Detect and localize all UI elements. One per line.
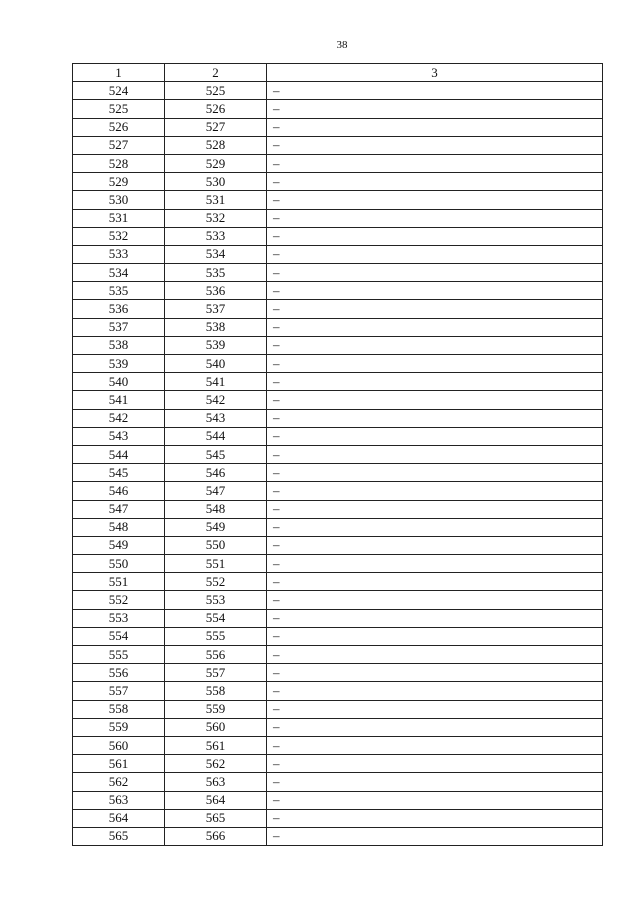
table-row	[73, 445, 603, 463]
data-table	[72, 63, 603, 846]
table-row	[73, 500, 603, 518]
cell-col-1: 544	[73, 445, 165, 463]
cell-col-2: 549	[165, 518, 267, 536]
table-row	[73, 355, 603, 373]
table-row	[73, 464, 603, 482]
table-row	[73, 336, 603, 354]
cell-col-1: 534	[73, 264, 165, 282]
column-header-2: 2	[165, 64, 267, 82]
cell-col-2: 542	[165, 391, 267, 409]
table-row	[73, 773, 603, 791]
cell-col-1: 537	[73, 318, 165, 336]
table-row	[73, 245, 603, 263]
cell-col-2: 552	[165, 573, 267, 591]
cell-col-1: 533	[73, 245, 165, 263]
cell-col-2: 525	[165, 82, 267, 100]
table-row	[73, 173, 603, 191]
cell-col-3: –	[267, 646, 603, 664]
cell-col-1: 552	[73, 591, 165, 609]
cell-col-1: 532	[73, 227, 165, 245]
cell-col-2: 558	[165, 682, 267, 700]
cell-col-1: 549	[73, 536, 165, 554]
cell-col-2: 546	[165, 464, 267, 482]
table-row	[73, 209, 603, 227]
cell-col-2: 541	[165, 373, 267, 391]
table-row	[73, 536, 603, 554]
cell-col-3: –	[267, 373, 603, 391]
table-row	[73, 646, 603, 664]
cell-col-2: 565	[165, 809, 267, 827]
cell-col-1: 546	[73, 482, 165, 500]
cell-col-2: 563	[165, 773, 267, 791]
cell-col-2: 529	[165, 154, 267, 172]
cell-col-3: –	[267, 445, 603, 463]
cell-col-1: 525	[73, 100, 165, 118]
cell-col-2: 527	[165, 118, 267, 136]
table-row	[73, 136, 603, 154]
cell-col-3: –	[267, 191, 603, 209]
cell-col-2: 535	[165, 264, 267, 282]
cell-col-2: 531	[165, 191, 267, 209]
cell-col-1: 560	[73, 736, 165, 754]
cell-col-1: 547	[73, 500, 165, 518]
cell-col-3: –	[267, 300, 603, 318]
cell-col-3: –	[267, 827, 603, 845]
cell-col-2: 526	[165, 100, 267, 118]
cell-col-1: 545	[73, 464, 165, 482]
cell-col-3: –	[267, 700, 603, 718]
cell-col-3: –	[267, 627, 603, 645]
table-row	[73, 682, 603, 700]
table-row	[73, 609, 603, 627]
table-row	[73, 555, 603, 573]
page-number: 38	[336, 39, 348, 51]
cell-col-2: 547	[165, 482, 267, 500]
table-row	[73, 409, 603, 427]
cell-col-2: 534	[165, 245, 267, 263]
cell-col-3: –	[267, 355, 603, 373]
cell-col-2: 533	[165, 227, 267, 245]
cell-col-3: –	[267, 682, 603, 700]
cell-col-3: –	[267, 336, 603, 354]
table-row	[73, 191, 603, 209]
cell-col-2: 532	[165, 209, 267, 227]
table-row	[73, 118, 603, 136]
cell-col-1: 540	[73, 373, 165, 391]
cell-col-1: 562	[73, 773, 165, 791]
cell-col-3: –	[267, 809, 603, 827]
cell-col-2: 539	[165, 336, 267, 354]
table-row	[73, 591, 603, 609]
cell-col-2: 555	[165, 627, 267, 645]
cell-col-2: 559	[165, 700, 267, 718]
cell-col-3: –	[267, 427, 603, 445]
table-row	[73, 318, 603, 336]
cell-col-2: 556	[165, 646, 267, 664]
cell-col-2: 537	[165, 300, 267, 318]
table-row	[73, 518, 603, 536]
cell-col-3: –	[267, 282, 603, 300]
cell-col-1: 556	[73, 664, 165, 682]
cell-col-1: 559	[73, 718, 165, 736]
table-row	[73, 791, 603, 809]
table-row	[73, 227, 603, 245]
cell-col-1: 554	[73, 627, 165, 645]
cell-col-2: 561	[165, 736, 267, 754]
cell-col-3: –	[267, 173, 603, 191]
table-row	[73, 755, 603, 773]
cell-col-2: 538	[165, 318, 267, 336]
table-row	[73, 300, 603, 318]
cell-col-3: –	[267, 409, 603, 427]
table-row	[73, 700, 603, 718]
cell-col-3: –	[267, 245, 603, 263]
table-row	[73, 664, 603, 682]
cell-col-3: –	[267, 209, 603, 227]
table-row	[73, 264, 603, 282]
cell-col-2: 554	[165, 609, 267, 627]
cell-col-1: 538	[73, 336, 165, 354]
table-row	[73, 809, 603, 827]
cell-col-2: 528	[165, 136, 267, 154]
cell-col-2: 543	[165, 409, 267, 427]
table-row	[73, 573, 603, 591]
cell-col-2: 540	[165, 355, 267, 373]
cell-col-1: 550	[73, 555, 165, 573]
cell-col-2: 551	[165, 555, 267, 573]
cell-col-1: 555	[73, 646, 165, 664]
cell-col-1: 542	[73, 409, 165, 427]
table-body	[73, 64, 603, 846]
cell-col-1: 543	[73, 427, 165, 445]
cell-col-1: 531	[73, 209, 165, 227]
cell-col-1: 563	[73, 791, 165, 809]
cell-col-2: 544	[165, 427, 267, 445]
cell-col-2: 550	[165, 536, 267, 554]
cell-col-2: 560	[165, 718, 267, 736]
cell-col-1: 565	[73, 827, 165, 845]
table-row	[73, 282, 603, 300]
cell-col-3: –	[267, 482, 603, 500]
cell-col-1: 528	[73, 154, 165, 172]
cell-col-1: 529	[73, 173, 165, 191]
cell-col-1: 535	[73, 282, 165, 300]
cell-col-3: –	[267, 118, 603, 136]
cell-col-1: 539	[73, 355, 165, 373]
cell-col-3: –	[267, 555, 603, 573]
cell-col-2: 536	[165, 282, 267, 300]
cell-col-3: –	[267, 609, 603, 627]
cell-col-2: 548	[165, 500, 267, 518]
cell-col-2: 566	[165, 827, 267, 845]
cell-col-1: 564	[73, 809, 165, 827]
cell-col-3: –	[267, 464, 603, 482]
column-header-1: 1	[73, 64, 165, 82]
table-row	[73, 718, 603, 736]
cell-col-3: –	[267, 391, 603, 409]
cell-col-1: 536	[73, 300, 165, 318]
cell-col-2: 564	[165, 791, 267, 809]
cell-col-1: 551	[73, 573, 165, 591]
table-row	[73, 154, 603, 172]
cell-col-3: –	[267, 664, 603, 682]
cell-col-1: 527	[73, 136, 165, 154]
cell-col-3: –	[267, 227, 603, 245]
cell-col-2: 530	[165, 173, 267, 191]
cell-col-2: 557	[165, 664, 267, 682]
cell-col-3: –	[267, 573, 603, 591]
cell-col-3: –	[267, 500, 603, 518]
cell-col-3: –	[267, 318, 603, 336]
table-row	[73, 736, 603, 754]
cell-col-1: 541	[73, 391, 165, 409]
cell-col-1: 526	[73, 118, 165, 136]
cell-col-3: –	[267, 536, 603, 554]
cell-col-3: –	[267, 718, 603, 736]
cell-col-3: –	[267, 82, 603, 100]
table-row	[73, 82, 603, 100]
cell-col-3: –	[267, 755, 603, 773]
table-row	[73, 427, 603, 445]
cell-col-1: 553	[73, 609, 165, 627]
table-header-row	[73, 64, 603, 82]
table-row	[73, 391, 603, 409]
cell-col-3: –	[267, 100, 603, 118]
cell-col-1: 561	[73, 755, 165, 773]
cell-col-3: –	[267, 736, 603, 754]
table-row	[73, 482, 603, 500]
table-row	[73, 373, 603, 391]
cell-col-2: 553	[165, 591, 267, 609]
cell-col-1: 548	[73, 518, 165, 536]
cell-col-3: –	[267, 154, 603, 172]
cell-col-1: 557	[73, 682, 165, 700]
cell-col-3: –	[267, 791, 603, 809]
cell-col-3: –	[267, 136, 603, 154]
cell-col-1: 530	[73, 191, 165, 209]
cell-col-3: –	[267, 773, 603, 791]
cell-col-1: 558	[73, 700, 165, 718]
cell-col-3: –	[267, 591, 603, 609]
column-header-3: 3	[267, 64, 603, 82]
cell-col-1: 524	[73, 82, 165, 100]
cell-col-3: –	[267, 264, 603, 282]
table-row	[73, 627, 603, 645]
cell-col-2: 545	[165, 445, 267, 463]
table-row	[73, 827, 603, 845]
cell-col-3: –	[267, 518, 603, 536]
cell-col-2: 562	[165, 755, 267, 773]
table-row	[73, 100, 603, 118]
